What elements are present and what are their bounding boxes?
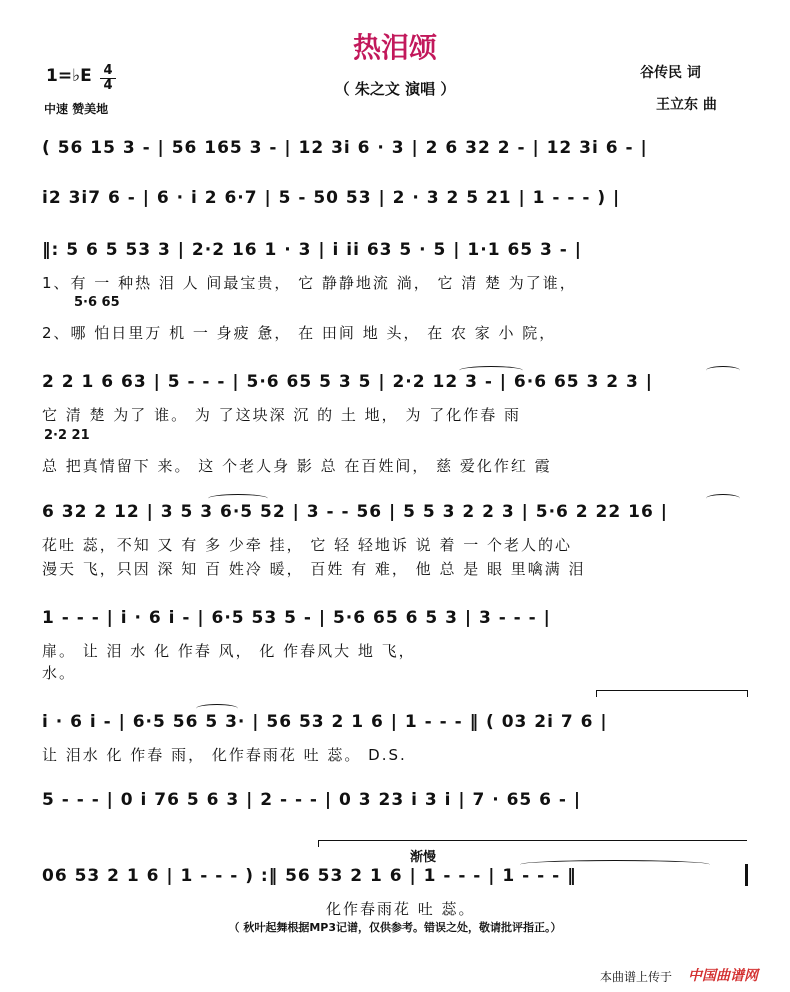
- tie-row-5: [208, 494, 268, 503]
- meter-bottom: 4: [103, 78, 113, 93]
- score-row-5: 6 32 2 12 | 3 5 3 6·5 52 | 3 - - 56 | 5 5 3 2 2 3 | 5·6 2 22 16 |: [42, 502, 668, 522]
- score-row-1: ( 56 15 3 - | 56 165 3 - | 12 3i 6 · 3 | 2 6 32 2 - | 12 3i 6 - |: [42, 138, 648, 158]
- lyric-row-5-verse-2: 漫天 飞，只因 深 知 百 姓冷 暖， 百姓 有 难， 他 总 是 眼 里噙满 泪: [42, 560, 586, 578]
- performer-line: （ 朱之文 演唱 ）: [334, 80, 456, 98]
- volta-bracket-1: [596, 690, 748, 697]
- score-row-2: i2 3i7 6 - | 6 · i 2 6·7 | 5 - 50 53 | 2 · 3 2 5 21 | 1 - - - ) |: [42, 188, 621, 208]
- footnote: （ 秋叶起舞根据MP3记谱，仅供参考。错误之处，敬请批评指正。）: [228, 921, 562, 934]
- lyric-row-9: 化作春雨花 吐 蕊。: [326, 900, 476, 918]
- lyric-row-5-verse-1: 花吐 蕊，不知 又 有 多 少牵 挂， 它 轻 轻地诉 说 着 一 个老人的心: [42, 536, 572, 554]
- tie-row-9: [520, 860, 710, 869]
- lyric-row-6-verse-2: 水。: [42, 664, 77, 682]
- lyric-row-3-verse-1: 1、有 一 种热 泪 人 间最宝贵， 它 静静地流 淌， 它 清 楚 为了谁，: [42, 274, 577, 292]
- tempo-marking: 中速 赞美地: [44, 102, 109, 116]
- alt-notes-row-4: 2·2 21: [44, 428, 90, 443]
- lyricist-credit: 谷传民 词: [640, 65, 701, 81]
- meter-top: 4: [100, 64, 116, 79]
- tie-row-4: [459, 366, 523, 375]
- lyric-row-6-verse-1: 扉。 让 泪 水 化 作春 风， 化 作春风大 地 飞，: [42, 642, 416, 660]
- volta-bracket-2: [318, 840, 747, 847]
- lyric-row-4-verse-1: 它 清 楚 为了 谁。 为 了这块深 沉 的 土 地， 为 了化作春 雨: [42, 406, 521, 424]
- lyric-row-4-verse-2: 总 把真情留下 来。 这 个老人身 影 总 在百姓间， 慈 爱化作红 霞: [42, 457, 552, 475]
- site-logo[interactable]: 中国曲谱网: [688, 968, 758, 984]
- final-barline: [745, 864, 748, 886]
- score-row-6: 1 - - - | i · 6 i - | 6·5 53 5 - | 5·6 65 6 5 3 | 3 - - - |: [42, 608, 551, 628]
- ritardando-marking: 渐慢: [410, 850, 437, 865]
- upload-note: 本曲谱上传于: [600, 970, 673, 984]
- score-row-4: 2 2 1 6 63 | 5 - - - | 5·6 65 5 3 5 | 2·2 12 3 - | 6·6 65 3 2 3 |: [42, 372, 653, 392]
- score-row-7: i · 6 i - | 6·5 56 5 3· | 56 53 2 1 6 | 1 - - - ‖ ( 03 2i 7 6 |: [42, 712, 608, 732]
- time-signature: [100, 64, 116, 93]
- tie-row-5b: [706, 494, 740, 503]
- score-row-9: 06 53 2 1 6 | 1 - - - ) :‖ 56 53 2 1 6 | 1 - - - | 1 - - - ‖: [42, 866, 577, 886]
- key-signature: 1=♭E: [46, 66, 92, 86]
- tie-row-4b: [706, 366, 740, 375]
- song-title: 热泪颂: [352, 31, 437, 64]
- lyric-row-7: 让 泪水 化 作春 雨， 化作春雨花 吐 蕊。 D.S.: [42, 746, 407, 764]
- score-row-3: ‖: 5 6 5 53 3 | 2·2 16 1 · 3 | i ii 63 5 · 5 | 1·1 65 3 - |: [42, 240, 582, 260]
- composer-credit: 王立东 曲: [656, 97, 717, 113]
- tie-row-7: [196, 704, 238, 713]
- lyric-row-3-verse-2: 2、哪 怕日里万 机 一 身疲 惫， 在 田间 地 头， 在 农 家 小 院，: [42, 324, 557, 342]
- alt-notes-row-3: 5·6 65: [74, 295, 120, 310]
- score-row-8: 5 - - - | 0 i 76 5 6 3 | 2 - - - | 0 3 23 i 3 i | 7 · 65 6 - |: [42, 790, 582, 810]
